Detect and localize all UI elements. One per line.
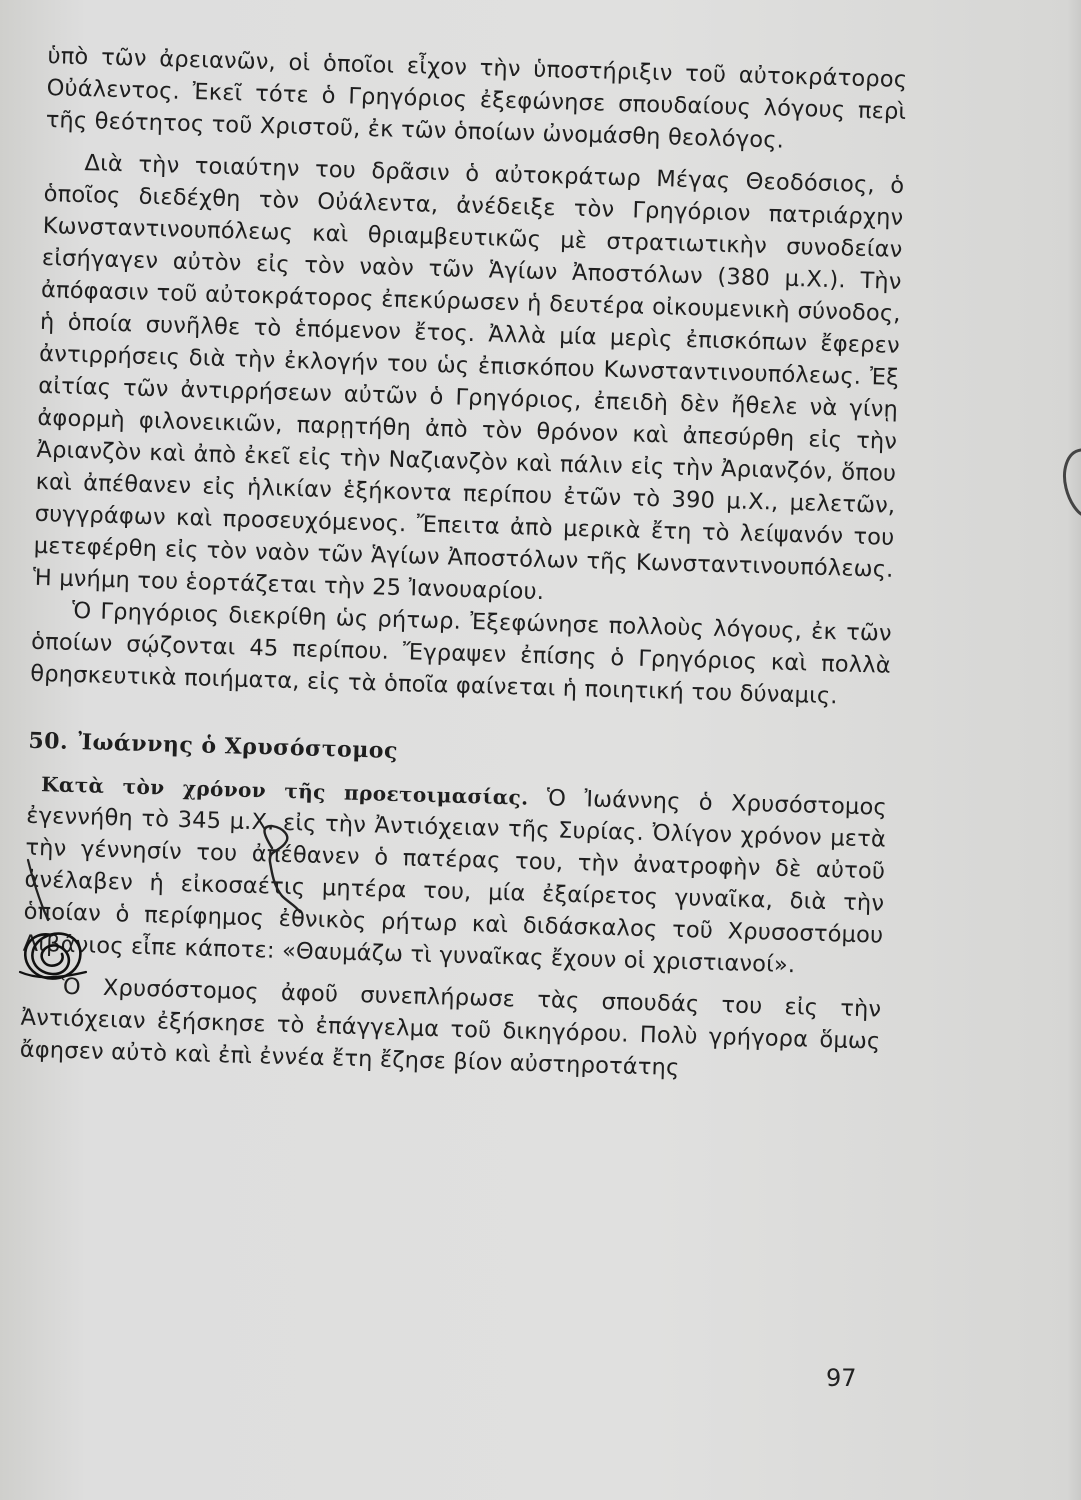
paragraph-birth-text: Ὁ Ἰωάννης ὁ Χρυσόστομος ἐγεννήθη τὸ 345 μ.Χ. εἰς τὴν Ἀντιόχειαν τῆς Συρίας. Ὀλίγον χρόνον μετὰ τὴν γέννησίν του ἀπέθανεν ὁ πατέρας του, τὴν ἀνατροφὴν δὲ αὐτοῦ ἀνέλαβεν ἡ εἰκοσαέτις μητέρα του, μία ἐξαίρετος γυναῖκα, διὰ τὴν ὁποίαν ὁ περίφημος ἐθνικὸς ρήτωρ καὶ διδάσκαλος τοῦ Χρυσοστόμου Λιβάνιος εἶπε κάποτε: «Θαυμάζω τὶ γυναῖκας ἔχουν οἱ χριστιανοί». — [22, 785, 888, 979]
paragraph-orator: Ὁ Γρηγόριος διεκρίθη ὡς ρήτωρ. Ἐξεφώνησε πολλοὺς λόγους, ἐκ τῶν ὁποίων σῴζονται 45 περίπου. Ἔγραψεν ἐπίσης ὁ Γρηγόριος καὶ πολλὰ θρησκευτικὰ ποιήματα, εἰς τὰ ὁποῖα φαίνεται ἡ ποιητική του δύναμις. — [29, 597, 893, 710]
section-heading — [28, 728, 888, 778]
section-number: 50. — [28, 727, 69, 755]
paragraph-studies: Ὁ Χρυσόστομος ἀφοῦ συνεπλήρωσε τὰς σπουδάς του εἰς τὴν Ἀντιόχειαν ἐξήσκησε τὸ ἐπάγγελμα τοῦ δικηγόρου. Πολὺ γρήγορα ὅμως ἄφησεν αὐτὸ καὶ ἐπὶ ἐννέα ἔτη ἔζησε βίον αὐστηροτάτης — [19, 973, 882, 1082]
lead-in-heading: Κατὰ τὸν χρόνον τῆς προετοιμασίας. — [40, 772, 529, 810]
page-text-block — [19, 40, 907, 1090]
page-number: 97 — [826, 1364, 857, 1392]
section-title: Ἰωάννης ὁ Χρυσόστομος — [77, 729, 399, 765]
paragraph-birth — [22, 768, 887, 984]
paragraph-theodosius: Διὰ τὴν τοιαύτην του δρᾶσιν ὁ αὐτοκράτωρ Μέγας Θεοδόσιος, ὁ ὁποῖος διεδέχθη τὸν Οὐάλεντα, ἀνέδειξε τὸν Γρηγόριον πατριάρχην Κωνσταντινουπόλεως καὶ θριαμβευτικῶς μὲ στρατιωτικὴν συνοδείαν εἰσήγαγεν αὐτὸν εἰς τὸν ναὸν τῶν Ἁγίων Ἀποστόλων (380 μ.Χ.). Τὴν ἀπόφασιν τοῦ αὐτοκράτορος ἐπεκύρωσεν ἡ δευτέρα οἰκουμενικὴ σύνοδος, ἡ ὁποία συνῆλθε τὸ ἑπόμενον ἔτος. Ἀλλὰ μία μερὶς ἐπισκόπων ἔφερεν ἀντιρρήσεις διὰ τὴν ἐκλογήν του ὡς ἐπισκόπου Κωνσταντινουπόλεως. Ἐξ αἰτίας τῶν ἀντιρρήσεων αὐτῶν ὁ Γρηγόριος, ἐπειδὴ δὲν ἤθελε νὰ γίνῃ ἀφορμὴ φιλονεικιῶν, παρῃτήθη ἀπὸ τὸν θρόνον καὶ ἀπεσύρθη εἰς τὴν Ἀριανζὸν καὶ ἀπὸ ἐκεῖ εἰς τὴν Ναζιανζὸν καὶ πάλιν εἰς τὴν Ἀριανζόν, ὅπου καὶ ἀπέθανεν εἰς ἡλικίαν ἑξήκοντα περίπου ἐτῶν τὸ 390 μ.Χ., μελετῶν, συγγράφων καὶ προσευχόμενος. Ἔπειτα ἀπὸ μερικὰ ἔτη τὸ λείψανόν του μετεφέρθη εἰς τὸν ναὸν τῶν Ἁγίων Ἀποστόλων τῆς Κωνσταντινουπόλεως. Ἡ μνήμη του ἑορτάζεται τὴν 25 Ἰανουαρίου. — [32, 150, 905, 606]
page-edge-shadow — [1067, 0, 1081, 1500]
paragraph-continued: ὑπὸ τῶν ἀρειανῶν, οἱ ὁποῖοι εἶχον τὴν ὑποστήριξιν τοῦ αὐτοκράτορος Οὐάλεντος. Ἐκεῖ τότε ὁ Γρηγόριος ἐξεφώνησε σπουδαίους λόγους περὶ τῆς θεότητος τοῦ Χριστοῦ, ἐκ τῶν ὁποίων ὠνομάσθη θεολόγος. — [45, 42, 908, 154]
